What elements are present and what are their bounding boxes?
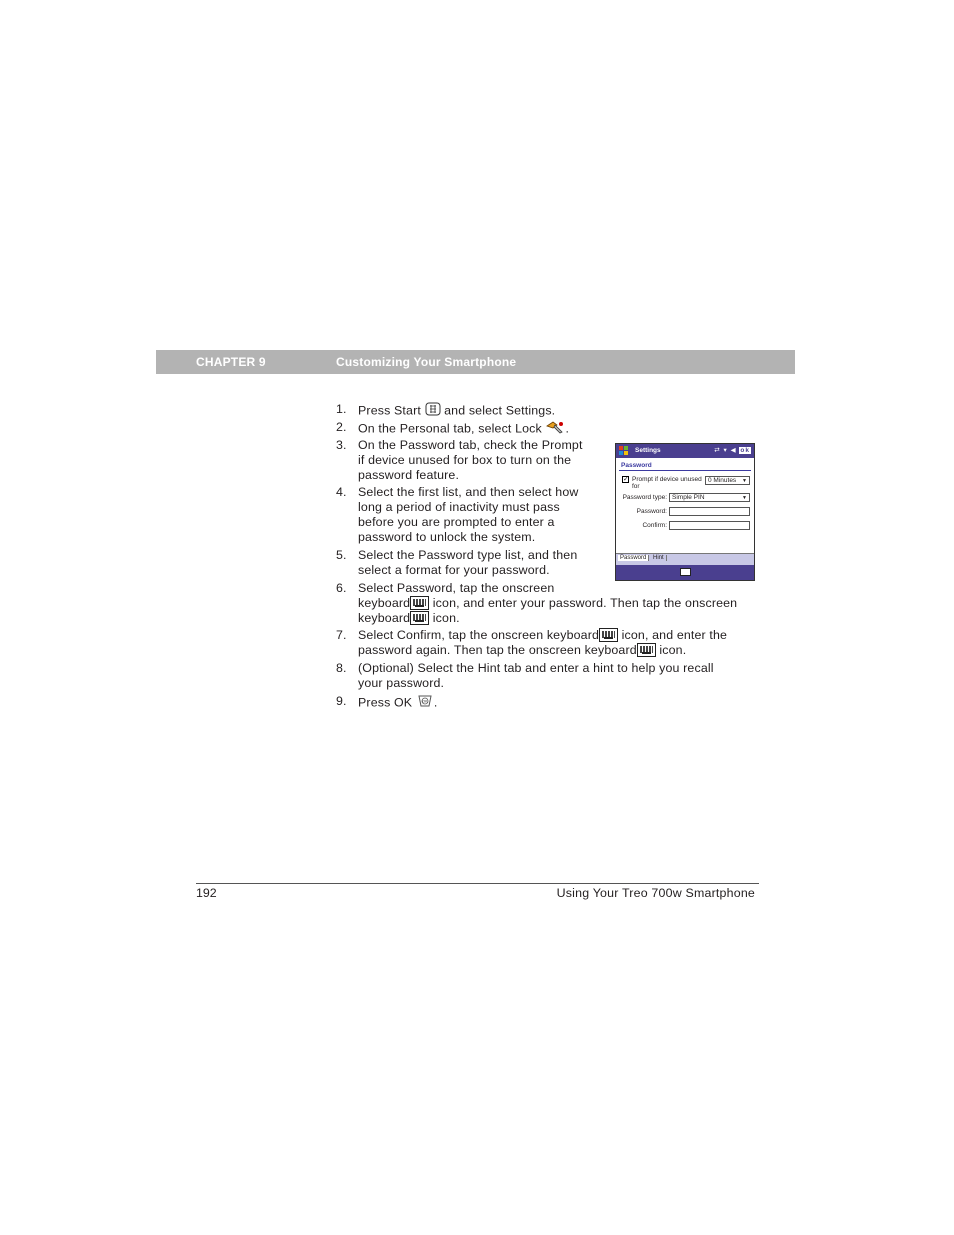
step-text: Select Password, tap the onscreen — [358, 581, 555, 595]
prompt-label: Prompt if device unused for — [632, 476, 702, 490]
confirm-label: Confirm: — [642, 522, 667, 529]
step-number: 2. — [336, 420, 347, 434]
step-text: keyboard — [358, 596, 411, 610]
step-text: long a period of inactivity must pass — [358, 500, 560, 514]
tab-hint[interactable]: Hint — [651, 555, 667, 561]
step-text: Select the Password type list, and then — [358, 548, 578, 562]
minutes-value: 0 Minutes — [708, 477, 737, 484]
keyboard-icon[interactable] — [680, 568, 691, 576]
step-text: icon, and enter the — [621, 628, 728, 642]
step-text: On the Personal tab, select Lock — [358, 421, 542, 436]
chapter-title: Customizing Your Smartphone — [336, 355, 517, 369]
footer-divider — [196, 883, 759, 884]
phone-title: Settings — [635, 447, 661, 454]
phone-ok-button[interactable]: ok — [740, 447, 750, 454]
signal-icon: ⇄ ▾ ◀ — [714, 447, 737, 454]
step-text: On the Password tab, check the Prompt — [358, 438, 583, 452]
step-text: if device unused for box to turn on the — [358, 453, 572, 467]
step-text: your password. — [358, 676, 445, 690]
minutes-select[interactable] — [705, 476, 750, 485]
step-text: icon. — [659, 643, 687, 657]
step-text: Press Start — [358, 403, 421, 418]
svg-text:OK: OK — [422, 699, 428, 704]
step-number: 8. — [336, 661, 347, 675]
password-input[interactable] — [669, 507, 750, 516]
phone-section-heading: Password — [621, 462, 652, 469]
step-number: 6. — [336, 581, 347, 595]
step-text: . — [565, 421, 570, 436]
step-text: before you are prompted to enter a — [358, 515, 555, 529]
keyboard-icon — [637, 643, 656, 657]
windows-flag-icon — [619, 446, 628, 455]
step-number: 1. — [336, 402, 347, 416]
start-icon — [425, 402, 441, 420]
step-number: 4. — [336, 485, 347, 499]
keyboard-icon — [599, 628, 618, 642]
book-title: Using Your Treo 700w Smartphone — [556, 886, 755, 900]
chapter-label: CHAPTER 9 — [196, 355, 266, 369]
password-type-value: Simple PIN — [672, 494, 705, 501]
password-label: Password: — [636, 508, 667, 515]
keyboard-icon — [410, 596, 429, 610]
confirm-input[interactable] — [669, 521, 750, 530]
step-text: keyboard — [358, 611, 411, 625]
password-type-label: Password type: — [622, 494, 667, 501]
step-text: icon, and enter your password. Then tap the onscreen — [432, 596, 738, 610]
prompt-checkbox[interactable]: ✓ — [623, 476, 629, 483]
step-text: password feature. — [358, 468, 460, 482]
phone-title-bar — [616, 444, 754, 458]
step-text: Select the first list, and then select how — [358, 485, 579, 499]
step-text: (Optional) Select the Hint tab and enter a hint to help you recall — [358, 661, 714, 675]
dropdown-arrow-icon: ▼ — [742, 478, 747, 484]
step-number: 3. — [336, 438, 347, 452]
keyboard-icon — [410, 611, 429, 625]
password-type-select[interactable] — [669, 493, 750, 502]
phone-status-icons — [714, 446, 751, 454]
step-text: Select Confirm, tap the onscreen keyboard — [358, 628, 600, 642]
phone-tab-bar — [616, 553, 754, 565]
dropdown-arrow-icon: ▼ — [742, 495, 747, 501]
step-text: and select Settings. — [444, 403, 556, 418]
phone-screenshot — [615, 443, 755, 581]
ok-button-icon — [416, 694, 434, 712]
phone-bottom-bar — [616, 565, 754, 580]
step-number: 7. — [336, 628, 347, 642]
step-text: select a format for your password. — [358, 563, 550, 577]
page-number: 192 — [196, 886, 217, 900]
step-number: 9. — [336, 694, 347, 708]
step-text: . — [433, 695, 438, 710]
step-number: 5. — [336, 548, 347, 562]
divider — [619, 470, 751, 471]
step-text: icon. — [432, 611, 460, 625]
lock-icon — [545, 420, 565, 438]
step-text: Press OK — [358, 695, 413, 710]
step-text: password to unlock the system. — [358, 530, 536, 544]
step-text: password again. Then tap the onscreen keyboard — [358, 643, 637, 657]
tab-password[interactable]: Password — [618, 555, 649, 561]
